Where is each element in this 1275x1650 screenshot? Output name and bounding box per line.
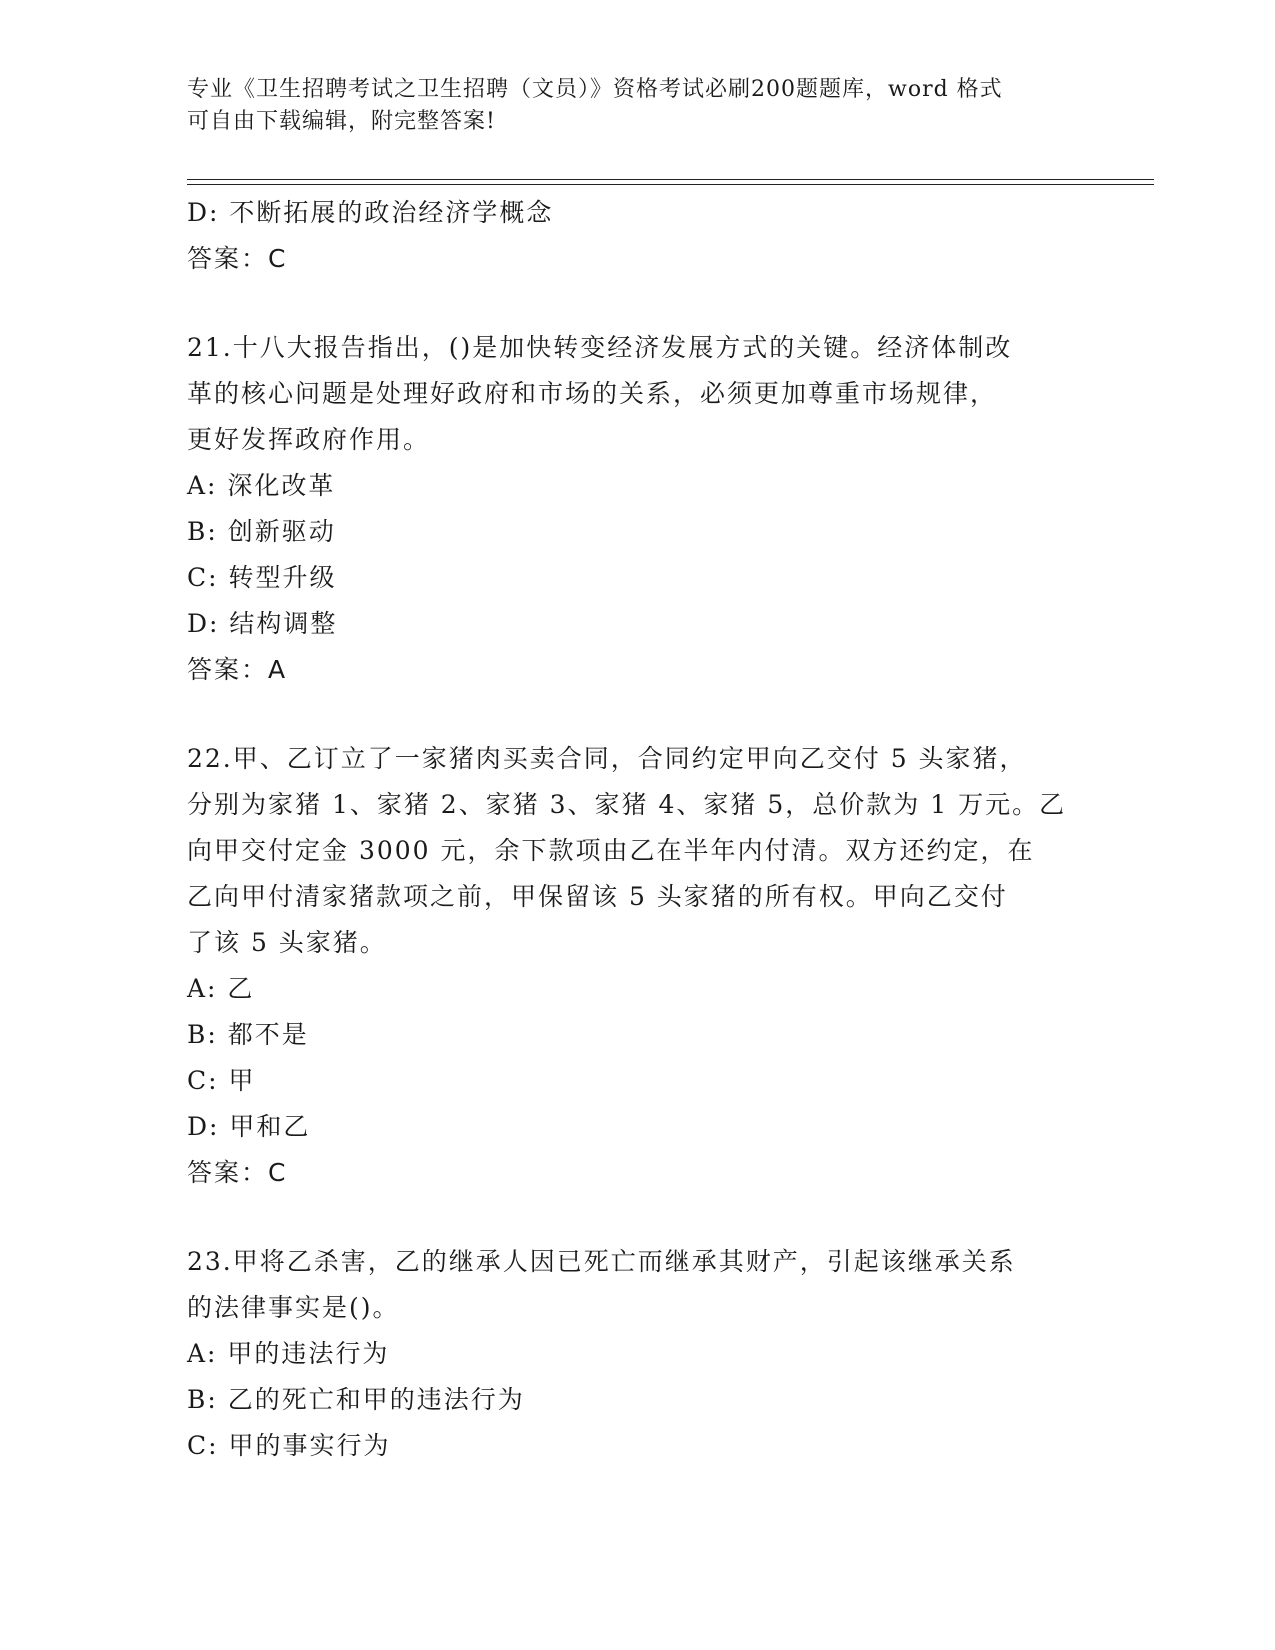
q22-stem-line-5: 了该 5 头家猪。	[187, 928, 387, 957]
q22-stem-line-3: 向甲交付定金 3000 元，余下款项由乙在半年内付清。双方还约定，在	[187, 836, 1035, 865]
q23-option-c: C: 甲的事实行为	[187, 1431, 391, 1460]
q22-option-c: C: 甲	[187, 1066, 256, 1095]
q21-option-d: D: 结构调整	[187, 609, 338, 638]
q23-option-a: A: 甲的违法行为	[187, 1339, 390, 1368]
q22-option-d: D: 甲和乙	[187, 1112, 311, 1141]
q21-stem-line-3: 更好发挥政府作用。	[187, 425, 431, 454]
document-header	[187, 74, 1087, 138]
header-title-line-1: 专业《卫生招聘考试之卫生招聘（文员）》资格考试必刷200题题库，word 格式	[187, 77, 1003, 102]
q21-stem-line-1: 21.十八大报告指出，()是加快转变经济发展方式的关键。经济体制改	[187, 333, 1013, 362]
q23-option-b: B: 乙的死亡和甲的违法行为	[187, 1385, 525, 1414]
q21-option-c: C: 转型升级	[187, 563, 337, 592]
q21-option-b: B: 创新驱动	[187, 517, 336, 546]
q23-stem-line-1: 23.甲将乙杀害，乙的继承人因已死亡而继承其财产，引起该继承关系	[187, 1247, 1016, 1276]
q20-answer: 答案：C	[187, 244, 288, 273]
q22-stem-line-1: 22.甲、乙订立了一家猪肉买卖合同，合同约定甲向乙交付 5 头家猪，	[187, 744, 1027, 773]
q21-stem-line-2: 革的核心问题是处理好政府和市场的关系，必须更加尊重市场规律，	[187, 379, 998, 408]
q20-option-d: D: 不断拓展的政治经济学概念	[187, 198, 554, 227]
q22-stem-line-4: 乙向甲付清家猪款项之前，甲保留该 5 头家猪的所有权。甲向乙交付	[187, 882, 1008, 911]
q22-option-b: B: 都不是	[187, 1020, 309, 1049]
header-divider-top	[187, 179, 1154, 180]
header-title-line-2: 可自由下载编辑，附完整答案!	[187, 109, 496, 134]
q21-answer: 答案：A	[187, 655, 288, 684]
question-list	[187, 190, 1087, 1469]
q21-option-a: A: 深化改革	[187, 471, 336, 500]
header-divider-bottom	[187, 184, 1154, 185]
q22-stem-line-2: 分别为家猪 1、家猪 2、家猪 3、家猪 4、家猪 5，总价款为 1 万元。乙	[187, 790, 1067, 819]
q23-stem-line-2: 的法律事实是()。	[187, 1293, 400, 1322]
q22-answer: 答案：C	[187, 1158, 288, 1187]
q22-option-a: A: 乙	[187, 974, 255, 1003]
